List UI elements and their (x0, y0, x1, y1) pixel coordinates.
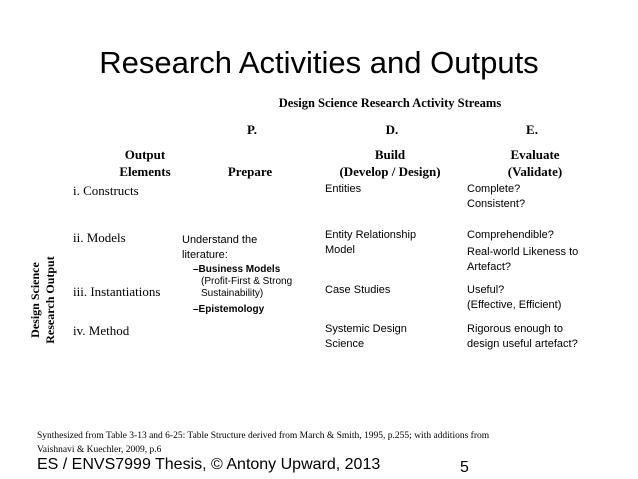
prepare-intro-line2: literature: (182, 249, 228, 261)
evaluate-models-line3: Artefact? (467, 261, 512, 273)
slide-number: 5 (460, 459, 469, 476)
row-label-method: iv. Method (73, 323, 130, 338)
prepare-item-business-models-sub-line2: Sustainability) (201, 288, 264, 299)
row-label-instantiations: iii. Instantiations (73, 284, 161, 299)
column-header-output-line1: Output (124, 147, 166, 162)
evaluate-cell-method (467, 322, 627, 352)
side-label-line1: Design Science (28, 262, 42, 338)
side-label-line2: Research Output (43, 256, 57, 344)
row-label-constructs: i. Constructs (73, 183, 139, 198)
side-label-research-output (28, 220, 68, 380)
build-cell-constructs: Entities (325, 183, 362, 195)
column-header-build-line1: Build (374, 147, 406, 162)
build-models-line1: Entity Relationship (325, 229, 417, 241)
column-header-evaluate-line2: (Validate) (507, 164, 563, 179)
build-cell-method (325, 322, 455, 352)
slide-title: Research Activities and Outputs (99, 45, 539, 80)
stream-letter-e: E. (526, 122, 538, 137)
column-header-output-elements (100, 146, 190, 180)
build-cell-instantiations: Case Studies (325, 284, 391, 296)
evaluate-method-line2: design useful artefact? (467, 338, 578, 350)
prepare-intro-line1: Understand the (182, 234, 258, 246)
evaluate-instantiations-line1: Useful? (467, 284, 505, 296)
prepare-intro (182, 233, 322, 263)
source-note-line2: Vaishnavi & Kuechler, 2009, p.6 (37, 445, 162, 455)
column-header-evaluate-line1: Evaluate (510, 147, 560, 162)
evaluate-cell-constructs (467, 182, 627, 212)
prepare-list (193, 264, 333, 316)
source-note (37, 429, 597, 457)
column-header-build (320, 146, 460, 180)
prepare-item-epistemology: –Epistemology (193, 304, 265, 315)
stream-letter-p: P. (247, 122, 257, 137)
build-models-line2: Model (325, 244, 355, 256)
evaluate-models-line1: Comprehendible? (467, 229, 554, 241)
prepare-item-business-models: –Business Models (193, 264, 281, 275)
evaluate-instantiations-line2: (Effective, Efficient) (467, 299, 562, 311)
row-label-models: ii. Models (73, 230, 126, 245)
evaluate-method-line1: Rigorous enough to (467, 323, 564, 335)
build-method-line2: Science (325, 338, 365, 350)
evaluate-cell-instantiations (467, 283, 627, 313)
evaluate-constructs-line2: Consistent? (467, 198, 526, 210)
prepare-item-business-models-sub-line1: (Profit-First & Strong (201, 276, 293, 287)
streams-header: Design Science Research Activity Streams (278, 96, 502, 110)
stream-letter-d: D. (385, 122, 399, 137)
build-cell-models (325, 228, 455, 258)
column-header-evaluate (470, 146, 600, 180)
evaluate-models-line2: Real-world Likeness to (467, 246, 579, 258)
footer-text: ES / ENVS7999 Thesis, © Antony Upward, 2013 (37, 456, 381, 473)
column-header-prepare: Prepare (227, 164, 273, 179)
evaluate-constructs-line1: Complete? (467, 183, 521, 195)
evaluate-cell-models (467, 228, 627, 275)
build-method-line1: Systemic Design (325, 323, 407, 335)
column-header-output-line2: Elements (119, 164, 171, 179)
source-note-line1: Synthesized from Table 3-13 and 6-25: Table Structure derived from March & Smith, 1995, p.255; with additions from (37, 431, 490, 441)
column-header-build-line2: (Develop / Design) (339, 164, 441, 179)
